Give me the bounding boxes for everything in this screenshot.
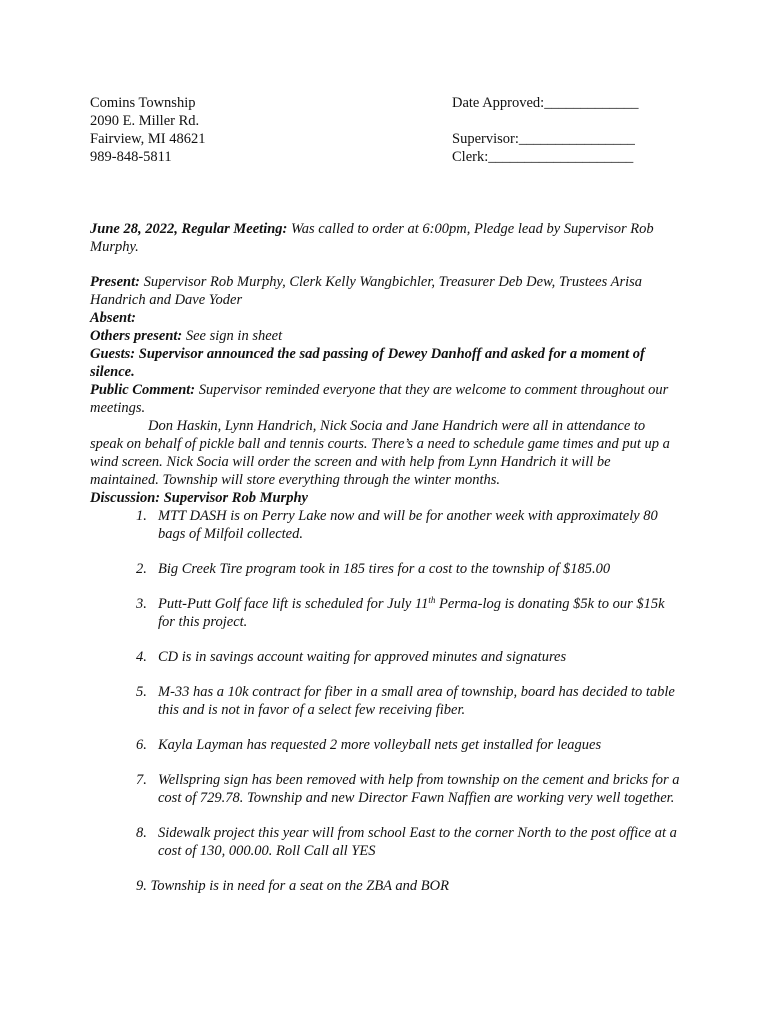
guests-text: Supervisor announced the sad passing of Dewey Danhoff and asked for a moment of silence. [90, 346, 645, 380]
item-number: 5. [136, 684, 147, 700]
township-name: Comins Township [90, 95, 196, 111]
item-number: 2. [136, 561, 147, 577]
minutes-page [90, 94, 680, 894]
item-number: 6. [136, 737, 147, 753]
item-text: CD is in savings account waiting for approved minutes and signatures [158, 649, 567, 665]
item-text: Sidewalk project this year will from school East to the corner North to the post office at a cost of 130, 000.00. Roll Call all YES [158, 825, 677, 859]
item-text: Wellspring sign has been removed with help from township on the cement and bricks for a cost of 729.78. Township and new Director Fawn Naffien are working very well together. [158, 772, 680, 806]
meeting-call-to-order [90, 220, 680, 256]
spacer [90, 256, 680, 273]
item-text: Kayla Layman has requested 2 more volleyball nets get installed for leagues [158, 737, 602, 753]
meeting-heading: June 28, 2022, Regular Meeting: [90, 221, 288, 237]
absent-label: Absent: [90, 310, 136, 326]
others-label: Others present: [90, 328, 183, 344]
list-item [90, 595, 680, 631]
city-state-zip: Fairview, MI 48621 [90, 131, 206, 147]
list-item [90, 648, 680, 666]
minutes-body [90, 220, 680, 912]
list-item [90, 560, 680, 578]
discussion-heading: Discussion: Supervisor Rob Murphy [90, 490, 308, 506]
approval-block [452, 94, 638, 166]
item-number: 7. [136, 772, 147, 788]
spacer [452, 112, 638, 130]
guests-label: Guests: [90, 346, 136, 362]
list-item [90, 507, 680, 543]
item-text: Big Creek Tire program took in 185 tires for a cost to the township of $185.00 [158, 561, 611, 577]
list-item [90, 771, 680, 807]
list-item [90, 736, 680, 754]
public-comment-text: Supervisor reminded everyone that they are welcome to comment throughout our meetings. [90, 382, 669, 416]
supervisor-signature-field: Supervisor:________________ [452, 131, 635, 147]
item-superscript: th [428, 595, 436, 605]
document-header [90, 94, 678, 166]
item-text: MTT DASH is on Perry Lake now and will be for another week with approximately 80 bags of Milfoil collected. [158, 508, 658, 542]
date-approved-field: Date Approved:_____________ [452, 95, 639, 111]
item-text: Putt-Putt Golf face lift is scheduled for July 11 [158, 596, 429, 612]
discussion-list [90, 507, 680, 895]
present-label: Present: [90, 274, 140, 290]
public-comment-section [90, 381, 680, 417]
phone-number: 989-848-5811 [90, 149, 172, 165]
list-item [90, 683, 680, 719]
item-number: 3. [136, 596, 147, 612]
item-number: 4. [136, 649, 147, 665]
public-comment-detail: Don Haskin, Lynn Handrich, Nick Socia and Jane Handrich were all in attendance to speak on behalf of pickle ball and tennis courts. There’s a need to schedule game times and put up a wind screen. Nick Socia will order the screen and with help from Lynn Handrich it will be maintained. Township will store everything through the winter months. [90, 418, 670, 488]
township-address-block [90, 94, 205, 166]
item-text: M-33 has a 10k contract for fiber in a small area of township, board has decided to table this and is not in favor of a select few receiving fiber. [158, 684, 675, 718]
list-item [90, 824, 680, 860]
present-section [90, 273, 680, 309]
item-text-continued: Perma-log is donating $5k to our $15k for this project. [158, 596, 665, 630]
present-text: Supervisor Rob Murphy, Clerk Kelly Wangbichler, Treasurer Deb Dew, Trustees Arisa Handrich and Dave Yoder [90, 274, 643, 308]
guests-section [90, 345, 680, 381]
list-item: 9. Township is in need for a seat on the ZBA and BOR [136, 878, 449, 894]
clerk-signature-field: Clerk:____________________ [452, 149, 634, 165]
meeting-text: Was called to order at 6:00pm, Pledge lead by Supervisor Rob Murphy. [90, 221, 654, 255]
public-comment-label: Public Comment: [90, 382, 196, 398]
street-address: 2090 E. Miller Rd. [90, 113, 200, 129]
item-number: 1. [136, 508, 147, 524]
others-present-section [90, 327, 680, 345]
others-text: See sign in sheet [182, 328, 283, 344]
item-number: 8. [136, 825, 147, 841]
